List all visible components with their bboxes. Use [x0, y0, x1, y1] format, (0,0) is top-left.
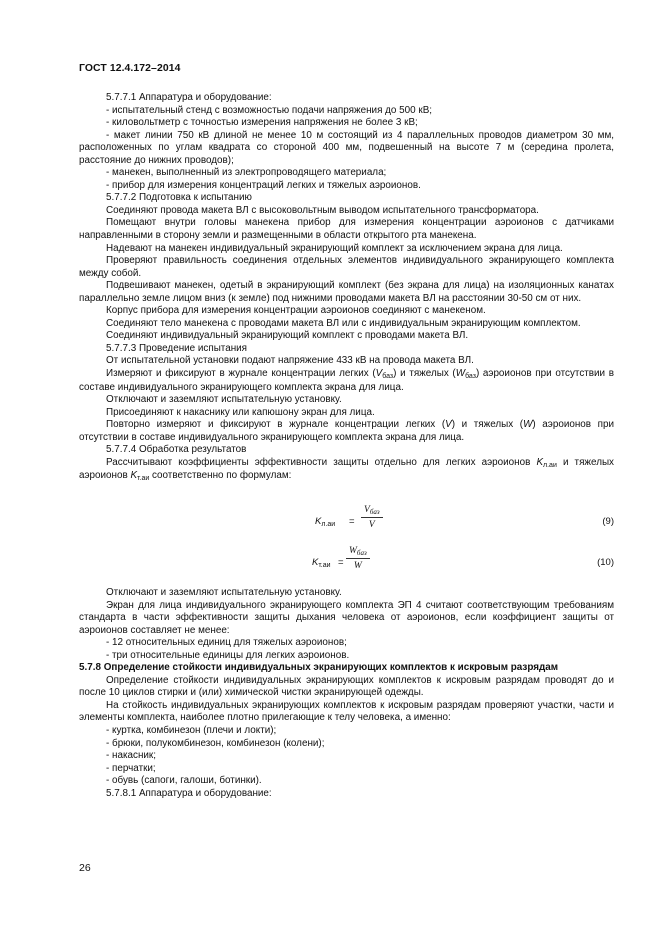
- paragraph-calculation: Рассчитывают коэффициенты эффективности защиты отдельно для легких аэроионов $K_{л.аи}$ и тяжелых аэроионов $K_{т.аи}$ соответственно по формулам:: [79, 456, 614, 483]
- paragraph: - куртка, комбинезон (плечи и локти);: [106, 724, 277, 736]
- formula-9: [79, 504, 614, 540]
- paragraph: - накасник;: [106, 750, 156, 762]
- paragraph: Экран для лица индивидуального экранирующего комплекта ЭП 4 считают соответствующим требованиям стандарта в части эффективности защиты дыхания человека от аэроионов, если коэффициент защиты от аэроионов составляет не менее:: [79, 599, 614, 636]
- paragraph: На стойкость индивидуальных экранирующих комплектов к искровым разрядам проверяют участки, части и элементы комплекта, наиболее плотно прилегающие к телу человека, а именно:: [79, 699, 614, 724]
- paragraph-measure-repeat: Повторно измеряют и фиксируют в журнале концентрации легких (V) и тяжелых (W) аэроионов при отсутствии в составе индивидуального экранирующего комплекта экрана для лица.: [79, 419, 614, 443]
- paragraph: - киловольтметр с точностью измерения напряжения не более 3 кВ;: [106, 117, 418, 129]
- paragraph: - брюки, полукомбинезон, комбинезон (колени);: [106, 737, 325, 749]
- section-5-7-8-heading: 5.7.8 Определение стойкости индивидуальных экранирующих комплектов к искровым разрядам: [79, 662, 559, 674]
- paragraph: - обувь (сапоги, галоши, ботинки).: [106, 775, 262, 787]
- formula-10-number: (10): [597, 556, 614, 568]
- page-content: [79, 92, 614, 800]
- paragraph: - прибор для измерения концентраций легких и тяжелых аэроионов.: [106, 179, 421, 191]
- paragraph: Помещают внутри головы манекена прибор для измерения концентрации аэроионов с датчиками направленными в сторону земли и размещенными в области открытого рта манекена.: [79, 217, 614, 242]
- paragraph: Надевают на манекен индивидуальный экранирующий комплект за исключением экрана для лица.: [106, 242, 563, 254]
- formula-9-lhs: $K_{л.аи}$: [315, 515, 336, 528]
- paragraph: Определение стойкости индивидуальных экранирующих комплектов к искровым разрядам проводят до и после 10 циклов стирки и (или) химической чистки экранирующей одежды.: [79, 674, 614, 699]
- paragraph: Соединяют тело манекена с проводами макета ВЛ или с индивидуальным экранирующим комплектом.: [106, 317, 581, 329]
- formula-10-fraction: [346, 545, 370, 573]
- paragraph: Соединяют провода макета ВЛ с высоковольтным выводом испытательного трансформатора.: [106, 204, 539, 216]
- paragraph: - манекен, выполненный из электропроводящего материала;: [106, 167, 387, 179]
- body-block-2: [79, 394, 614, 419]
- formula-9-denominator: V: [368, 519, 375, 530]
- paragraph: 5.7.7.2 Подготовка к испытанию: [106, 192, 252, 204]
- paragraph: - перчатки;: [106, 762, 156, 774]
- paragraph: Присоединяют к накаснику или капюшону экран для лица.: [106, 406, 375, 418]
- body-block-1: [79, 92, 614, 368]
- formula-10: [79, 545, 614, 581]
- paragraph: 5.7.7.3 Проведение испытания: [106, 342, 248, 354]
- body-block-3: [79, 587, 614, 662]
- paragraph: - макет линии 750 кВ длиной не менее 10 м состоящий из 4 параллельных проводов диаметром 30 мм, расположенных по углам квадрата со стороной 400 мм, подвешенный на высоте 7 м (середина пролета, расстояние до нижних проводов);: [79, 129, 614, 166]
- paragraph: 5.7.7.1 Аппаратура и оборудование:: [106, 92, 272, 103]
- paragraph: От испытательной установки подают напряжение 433 кВ на провода макета ВЛ.: [106, 355, 474, 367]
- formula-9-numerator: $V_{баз}$: [361, 504, 383, 518]
- paragraph: Проверяют правильность соединения отдельных элементов индивидуального экранирующего комплекта между собой.: [79, 255, 614, 279]
- paragraph: - испытательный стенд с возможностью подачи напряжения до 500 кВ;: [106, 104, 433, 116]
- formula-9-fraction: [361, 504, 383, 532]
- formula-10-lhs: $K_{т.аи}$: [312, 556, 331, 569]
- paragraph-measure-base: Измеряют и фиксируют в журнале концентрации легких $(V_{баз})$ и тяжелых $(W_{баз})$ аэроионов при отсутствии в составе индивидуального экранирующего комплекта экрана для лица.: [79, 368, 614, 393]
- paragraph: - 12 относительных единиц для тяжелых аэроионов;: [106, 637, 347, 649]
- paragraph: Отключают и заземляют испытательную установку.: [106, 586, 342, 598]
- body-block-4: [79, 675, 614, 800]
- page-number: 26: [79, 862, 91, 874]
- paragraph: Соединяют индивидуальный экранирующий комплект с проводами макета ВЛ.: [106, 330, 469, 342]
- paragraph: Подвешивают манекен, одетый в экранирующий комплект (без экрана для лица) на изоляционных канатах параллельно земле лицом вниз (к земле) под нижними проводами макета ВЛ на расстоянии 30-50 см от них.: [79, 280, 614, 304]
- formula-9-number: (9): [602, 515, 614, 527]
- paragraph: Корпус прибора для измерения концентрации аэроионов соединяют с манекеном.: [106, 305, 486, 317]
- subsection-processing-heading: 5.7.7.4 Обработка результатов: [106, 444, 247, 456]
- paragraph: - три относительные единицы для легких аэроионов.: [106, 649, 350, 661]
- paragraph: 5.7.8.1 Аппаратура и оборудование:: [106, 787, 272, 799]
- formula-10-numerator: $W_{баз}$: [346, 545, 370, 559]
- paragraph: Отключают и заземляют испытательную установку.: [106, 394, 342, 406]
- formula-10-equals: =: [338, 556, 344, 568]
- document-header: ГОСТ 12.4.172–2014: [79, 63, 181, 74]
- formula-10-denominator: W: [353, 560, 362, 571]
- formula-9-equals: =: [349, 515, 355, 527]
